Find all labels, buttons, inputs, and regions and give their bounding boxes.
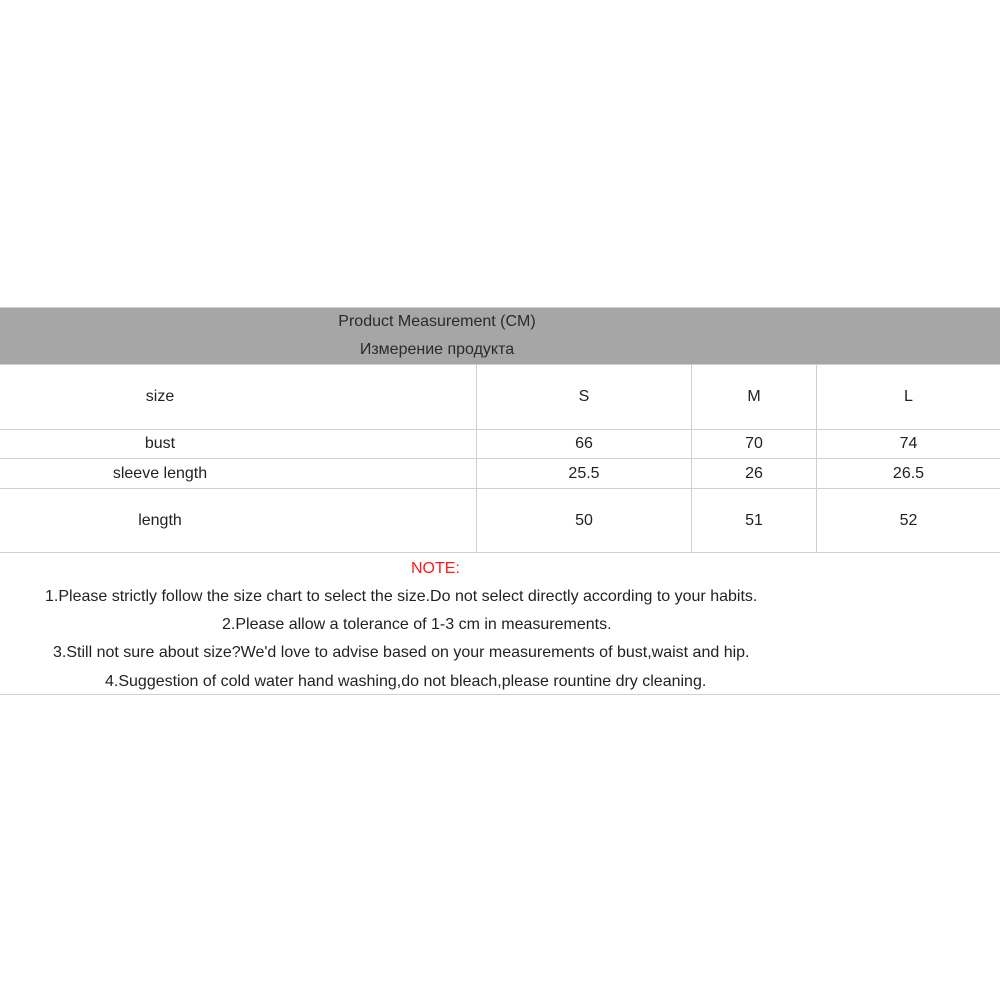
row-label-sleeve-length: sleeve length	[112, 464, 208, 482]
column-header-size: size	[145, 388, 175, 405]
row-label-bust: bust	[144, 435, 176, 452]
note-item: 1.Please strictly follow the size chart to select the size.Do not select directly according to your habits.	[45, 588, 758, 605]
sleeve-length-s-value: 25.5	[476, 459, 691, 488]
chart-title-english: Product Measurement (CM)	[338, 313, 536, 330]
chart-title-russian: Измерение продукта	[359, 341, 515, 358]
table-header-row	[0, 365, 1000, 430]
size-chart	[0, 307, 1000, 695]
table-row	[0, 489, 1000, 553]
column-header-s: S	[476, 365, 691, 429]
chart-header	[0, 307, 1000, 365]
note-item: 4.Suggestion of cold water hand washing,do not bleach,please rountine dry cleaning.	[105, 673, 707, 690]
sleeve-length-l-value: 26.5	[816, 459, 1000, 488]
note-title: NOTE:	[411, 560, 460, 577]
bust-m-value: 70	[691, 430, 816, 458]
table-row	[0, 430, 1000, 459]
note-item: 3.Still not sure about size?We'd love to advise based on your measurements of bust,waist and hip.	[53, 644, 750, 661]
bust-l-value: 74	[816, 430, 1000, 458]
sleeve-length-m-value: 26	[691, 459, 816, 488]
column-header-m: M	[691, 365, 816, 429]
length-l-value: 52	[816, 489, 1000, 552]
column-header-l: L	[816, 365, 1000, 429]
table-row	[0, 459, 1000, 489]
note-item: 2.Please allow a tolerance of 1-3 cm in measurements.	[222, 616, 612, 633]
length-s-value: 50	[476, 489, 691, 552]
row-label-length: length	[138, 511, 182, 529]
bust-s-value: 66	[476, 430, 691, 458]
notes-section	[0, 553, 1000, 695]
length-m-value: 51	[691, 489, 816, 552]
